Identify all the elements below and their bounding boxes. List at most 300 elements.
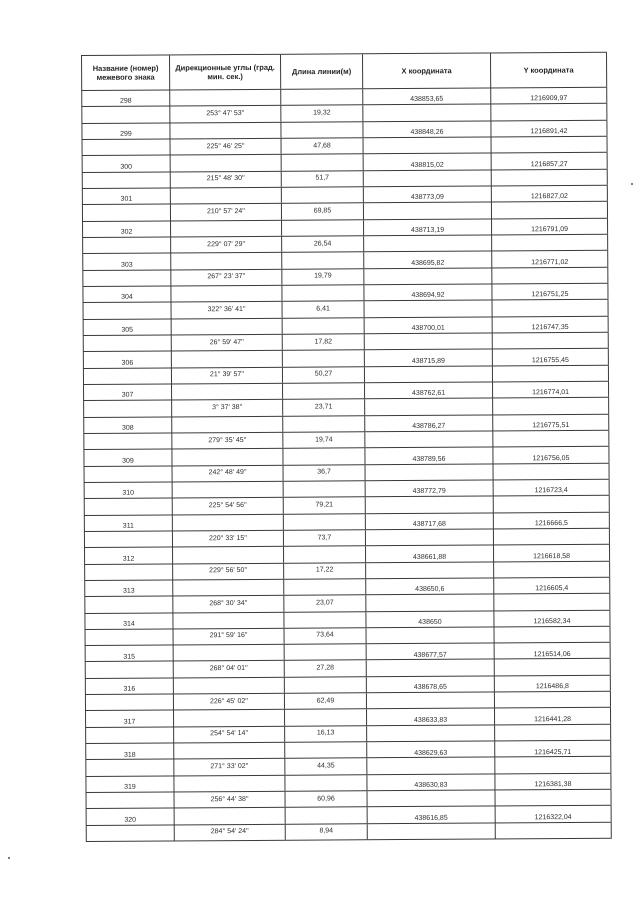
empty-angle-cell [170,155,281,171]
empty-x-cell [364,366,492,382]
point-name-cell [82,156,170,172]
empty-name-cell [84,466,172,482]
empty-length-cell [280,122,362,138]
point-name-cell [83,450,171,466]
length-cell [282,302,364,318]
y-coordinate: 1216791,09 [531,226,569,234]
empty-name-cell [82,172,170,188]
x-coordinate-cell [364,382,492,398]
empty-y-cell [495,790,612,806]
x-coordinate: 438650,6 [415,586,445,594]
angle-cell [170,204,281,220]
empty-y-cell [492,365,609,381]
empty-angle-cell [170,220,281,236]
point-name: 317 [123,718,136,726]
point-name-cell [82,286,170,302]
point-name: 314 [123,620,135,628]
direction-angle: 291° 59' 16'' [209,632,248,640]
length-cell [284,693,366,709]
point-name-cell [83,384,171,400]
length-cell [281,204,363,220]
empty-name-cell [85,760,173,776]
x-coordinate-cell [365,546,493,562]
point-name-cell [85,678,173,694]
empty-y-cell [491,137,608,153]
y-coordinate: 1216514,06 [533,650,571,658]
point-name: 310 [122,490,135,498]
x-coordinate: 438848,26 [410,128,444,137]
line-length: 19,32 [313,109,331,117]
empty-x-cell [366,693,494,709]
x-coordinate-cell [366,676,494,692]
point-name-cell [83,319,171,335]
empty-angle-cell [172,514,283,530]
header-x: X координата [401,66,452,76]
empty-name-cell [81,107,169,123]
point-name: 309 [122,457,134,465]
x-coordinate: 438815,02 [410,161,444,169]
empty-name-cell [82,139,170,155]
y-coordinate-cell [490,88,607,104]
x-coordinate: 438633,83 [414,716,448,724]
angle-cell [173,759,284,775]
length-cell [285,791,367,807]
x-coordinate-cell [364,317,492,333]
empty-x-cell [365,529,493,545]
empty-length-cell [284,644,366,660]
direction-angle: 242° 48' 49'' [208,469,247,477]
y-coordinate-cell [493,545,610,561]
direction-angle: 229° 56' 50'' [209,567,248,575]
empty-x-cell [366,660,494,676]
direction-angle: 225° 54' 56'' [208,501,247,510]
empty-angle-cell [172,612,283,628]
scan-speck [8,857,10,859]
empty-y-cell [493,529,610,545]
y-coordinate-cell [494,708,611,724]
angle-cell [170,269,281,285]
length-cell [281,138,363,154]
empty-length-cell [282,318,364,334]
y-coordinate: 1216891,42 [530,128,568,136]
header-angle: Дирекционные углы (град. мин. сек.) [175,62,275,82]
empty-angle-cell [170,286,281,302]
empty-angle-cell [173,743,284,759]
y-coordinate: 1216381,38 [534,781,572,789]
empty-length-cell [281,155,363,171]
y-coordinate: 1216751,25 [531,291,569,299]
x-coordinate: 438789,56 [412,455,446,463]
point-name: 305 [121,326,134,334]
angle-cell [171,335,282,351]
empty-x-cell [364,301,492,317]
x-coordinate-cell [366,709,494,725]
y-coordinate-cell [492,447,609,463]
empty-y-cell [492,300,609,316]
line-length: 73,64 [316,631,334,640]
point-name-cell [86,809,174,825]
empty-name-cell [82,270,170,286]
empty-length-cell [284,677,366,693]
empty-length-cell [281,253,363,269]
length-cell [283,497,365,513]
point-name-cell [85,646,173,662]
y-coordinate: 1216666,5 [534,520,568,528]
header-name-cell [81,55,169,90]
direction-angle: 268° 04' 01'' [209,665,248,673]
direction-angle: 226° 45' 02'' [209,697,248,706]
empty-y-cell [494,757,611,773]
direction-angle: 267° 23' 37'' [207,273,246,281]
x-coordinate: 438772,79 [412,488,446,496]
empty-y-cell [494,627,611,643]
y-coordinate: 1216486,8 [535,683,569,691]
direction-angle: 26° 59' 47'' [209,338,244,346]
x-coordinate: 438713,19 [411,226,445,235]
empty-name-cell [82,205,170,221]
y-coordinate-cell [493,480,610,496]
direction-angle: 21° 39' 57'' [209,371,245,379]
empty-name-cell [84,531,172,547]
length-cell [284,661,366,677]
angle-cell [174,792,285,808]
line-length: 51,7 [315,174,330,182]
y-coordinate-cell [492,382,609,398]
direction-angle: 268° 30' 34'' [209,599,248,608]
empty-x-cell [364,431,492,447]
empty-x-cell [363,203,491,219]
angle-cell [172,596,283,612]
empty-x-cell [364,333,492,349]
empty-name-cell [84,564,172,580]
y-coordinate: 1216605,4 [535,585,569,593]
line-length: 62,49 [316,697,335,705]
empty-name-cell [83,401,171,417]
x-coordinate: 438700,01 [411,324,445,333]
angle-cell [170,237,281,253]
empty-length-cell [284,710,366,726]
point-name-cell [82,221,170,237]
length-cell [281,171,363,187]
header-y-cell [490,53,607,88]
point-name-cell [81,90,169,106]
empty-y-cell [493,463,610,479]
header-y: Y координата [523,65,574,75]
empty-x-cell [366,758,494,774]
point-name: 304 [121,294,133,302]
point-name-cell [83,417,171,433]
empty-angle-cell [172,547,283,563]
empty-y-cell [492,333,609,349]
x-coordinate-cell [363,252,491,268]
y-coordinate: 1216756,05 [532,454,570,462]
x-coordinate-cell [366,644,494,660]
empty-y-cell [490,104,607,120]
empty-name-cell [83,368,171,384]
x-coordinate-cell [362,89,490,105]
direction-angle: 220° 33' 15'' [208,534,247,542]
point-name: 316 [123,685,136,694]
empty-length-cell [283,612,365,628]
length-cell [285,824,367,840]
x-coordinate-cell [365,578,493,594]
point-name: 302 [120,228,133,236]
empty-x-cell [367,791,495,807]
angle-cell [171,367,282,383]
empty-y-cell [494,725,611,741]
empty-length-cell [281,187,363,203]
segment-row [86,823,612,843]
point-name-cell [83,352,171,368]
x-coordinate: 438786,27 [412,422,446,431]
point-name: 312 [122,555,135,563]
x-coordinate: 438661,88 [413,553,447,561]
line-length: 60,96 [317,795,335,803]
x-coordinate: 438616,85 [414,814,448,822]
length-cell [284,726,366,742]
x-coordinate: 438694,92 [411,292,445,300]
x-coordinate: 438650 [418,618,442,626]
point-name: 308 [121,424,134,432]
y-coordinate: 1216771,02 [531,258,569,267]
empty-name-cell [85,695,173,711]
empty-angle-cell [171,318,282,334]
direction-angle: 284° 54' 24'' [210,828,249,836]
line-length: 8,94 [319,827,334,835]
empty-angle-cell [170,253,281,269]
header-name: Название (номер) межевого знака [92,63,159,82]
table-body [81,88,612,842]
direction-angle: 279° 35' 45'' [208,436,247,444]
angle-cell [171,433,282,449]
y-coordinate-cell [491,251,608,267]
y-coordinate: 1216775,51 [532,422,570,430]
empty-length-cell [283,546,365,562]
x-coordinate-cell [366,742,494,758]
x-coordinate-cell [365,480,493,496]
length-cell [282,400,364,416]
length-cell [283,563,365,579]
header-x-cell [362,54,490,89]
empty-length-cell [283,514,365,530]
empty-length-cell [281,285,363,301]
point-name-cell [82,254,170,270]
direction-angle: 253° 47' 53'' [206,109,245,118]
angle-cell [174,825,285,841]
y-coordinate: 1216425,71 [534,748,572,756]
line-length: 23,71 [314,403,333,411]
empty-y-cell [491,169,608,185]
scan-speck [631,183,633,185]
empty-x-cell [365,464,493,480]
length-cell [284,759,366,775]
empty-name-cell [83,335,171,351]
line-length: 50,27 [314,370,333,378]
line-length: 47,68 [313,142,331,150]
empty-y-cell [491,235,608,251]
direction-angle: 3° 37' 38'' [212,403,243,412]
angle-cell [169,106,280,122]
empty-name-cell [86,825,174,841]
angle-cell [171,302,282,318]
x-coordinate-cell [362,121,490,137]
y-coordinate: 1216618,58 [533,552,571,560]
empty-angle-cell [171,351,282,367]
line-length: 44,35 [317,762,335,770]
empty-name-cell [83,433,171,449]
length-cell [283,530,365,546]
empty-y-cell [494,692,611,708]
length-cell [282,432,364,448]
y-coordinate-cell [494,643,611,659]
angle-cell [171,400,282,416]
point-name: 298 [119,98,132,106]
length-cell [281,269,363,285]
x-coordinate-cell [363,219,491,235]
length-cell [280,106,362,122]
y-coordinate: 1216322,04 [534,813,572,822]
y-coordinate-cell [495,806,612,822]
empty-angle-cell [173,645,284,661]
empty-y-cell [492,431,609,447]
empty-name-cell [84,499,172,515]
y-coordinate: 1216774,01 [532,389,570,397]
point-name: 315 [123,653,136,661]
y-coordinate-cell [492,414,609,430]
empty-name-cell [82,237,170,253]
x-coordinate-cell [363,284,491,300]
length-cell [282,367,364,383]
point-name-cell [84,482,172,498]
empty-length-cell [284,742,366,758]
x-coordinate: 438677,57 [413,651,447,659]
point-name-cell [82,188,170,204]
length-cell [283,465,365,481]
empty-length-cell [280,89,362,105]
direction-angle: 271° 33' 02'' [210,763,249,771]
empty-angle-cell [173,678,284,694]
direction-angle: 210° 57' 24'' [206,207,245,216]
x-coordinate-cell [365,513,493,529]
empty-angle-cell [173,710,284,726]
y-coordinate-cell [491,284,608,300]
empty-length-cell [282,383,364,399]
point-name: 318 [123,751,136,759]
point-name: 319 [124,783,136,792]
y-coordinate-cell [494,676,611,692]
point-name: 303 [120,261,133,269]
empty-y-cell [491,267,608,283]
empty-x-cell [365,562,493,578]
empty-length-cell [281,220,363,236]
y-coordinate-cell [493,512,610,528]
empty-length-cell [282,448,364,464]
point-name-cell [85,744,173,760]
y-coordinate: 1216723,4 [534,487,568,495]
empty-y-cell [493,594,610,610]
x-coordinate-cell [365,611,493,627]
empty-x-cell [362,105,490,121]
x-coordinate: 438715,89 [411,357,445,365]
point-name: 311 [122,522,134,530]
table-header [81,52,607,91]
empty-length-cell [282,416,364,432]
empty-angle-cell [173,776,284,792]
angle-cell [172,563,283,579]
empty-y-cell [493,496,610,512]
line-length: 23,07 [316,599,334,607]
x-coordinate-cell [366,774,494,790]
line-length: 69,85 [313,207,332,215]
angle-cell [170,171,281,187]
point-name-cell [81,123,169,139]
angle-cell [173,661,284,677]
x-coordinate: 438695,82 [411,259,445,267]
empty-x-cell [366,627,494,643]
line-length: 19,79 [314,272,332,280]
angle-cell [173,629,284,645]
x-coordinate-cell [367,807,495,823]
line-length: 6,41 [316,305,330,313]
y-coordinate: 1216441,28 [534,715,572,724]
direction-angle: 254° 54' 14'' [210,730,249,738]
direction-angle: 229° 07' 29'' [207,240,246,248]
x-coordinate: 438629,63 [414,749,448,757]
y-coordinate-cell [493,610,610,626]
empty-length-cell [282,351,364,367]
point-name: 301 [120,196,133,204]
x-coordinate: 438773,09 [410,194,444,202]
line-length: 16,13 [316,729,335,738]
empty-angle-cell [171,384,282,400]
empty-angle-cell [174,808,285,824]
length-cell [283,595,365,611]
empty-length-cell [284,775,366,791]
y-coordinate-cell [494,741,611,757]
x-coordinate: 438630,83 [414,782,448,790]
y-coordinate-cell [493,578,610,594]
y-coordinate-cell [492,349,609,365]
x-coordinate-cell [364,350,492,366]
empty-angle-cell [172,580,283,596]
y-coordinate: 1216827,02 [530,193,568,201]
line-length: 27,28 [316,664,335,672]
point-name: 313 [122,588,135,596]
empty-name-cell [83,303,171,319]
empty-x-cell [366,725,494,741]
y-coordinate-cell [494,774,611,790]
line-length: 26,54 [313,240,332,248]
direction-angle: 256° 44' 38'' [210,795,249,803]
angle-cell [172,531,283,547]
coordinates-table [81,52,612,842]
empty-angle-cell [171,449,282,465]
empty-y-cell [491,202,608,218]
empty-angle-cell [169,122,280,138]
y-coordinate-cell [492,316,609,332]
header-length: Длина линии(м) [291,66,352,77]
point-name-cell [84,515,172,531]
empty-name-cell [84,597,172,613]
length-cell [282,334,364,350]
line-length: 36,7 [317,468,331,476]
y-coordinate: 1216582,34 [533,618,571,626]
empty-length-cell [283,481,365,497]
angle-cell [170,139,281,155]
empty-name-cell [85,727,173,743]
y-coordinate: 1216755,45 [531,356,569,364]
length-cell [281,236,363,252]
